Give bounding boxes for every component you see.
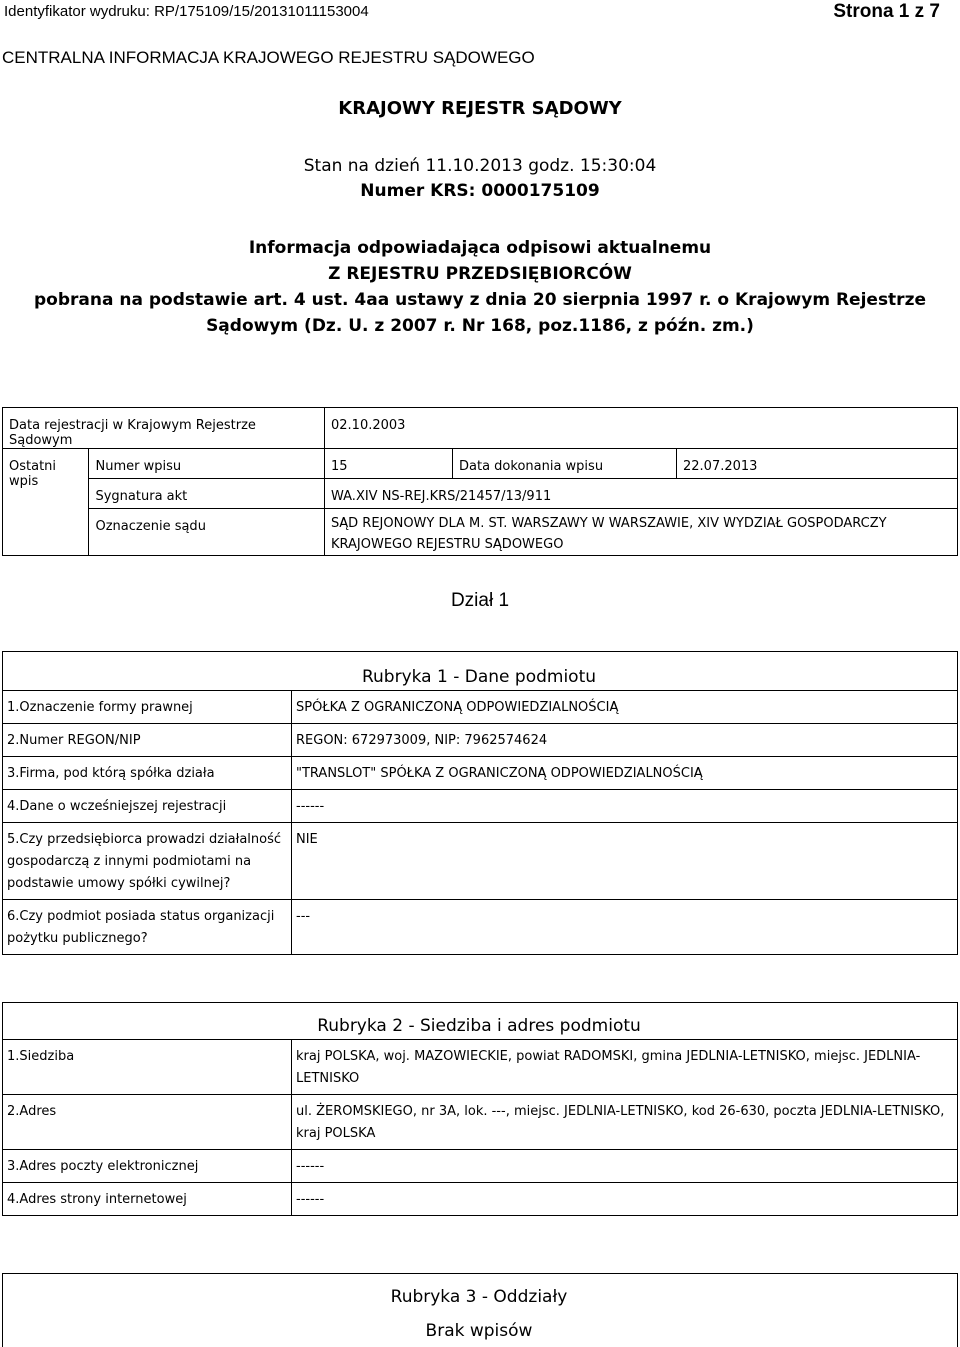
table-row (3, 652, 958, 691)
table-row (3, 408, 958, 449)
row-label: 2.Adres (3, 1095, 292, 1150)
table-row (3, 823, 958, 900)
row-value: --- (292, 900, 958, 955)
signature-value: WA.XIV NS-REJ.KRS/21457/13/911 (325, 479, 958, 509)
table-row (3, 691, 958, 724)
row-label: 4.Dane o wcześniejszej rejestracji (3, 790, 292, 823)
registry-title: KRAJOWY REJESTR SĄDOWY (338, 98, 622, 119)
last-entry-label: Ostatni wpis (3, 449, 89, 556)
registration-table (2, 407, 958, 556)
section-title: Dział 1 (450, 590, 510, 611)
entry-no-label: Numer wpisu (89, 449, 325, 479)
court-label: Oznaczenie sądu (89, 509, 325, 556)
rubryka-3-table (2, 1273, 958, 1347)
row-value: ul. ŻEROMSKIEGO, nr 3A, lok. ---, miejsc. JEDLNIA-LETNISKO, kod 26-630, poczta JEDLNIA-LETNISKO, kraj POLSKA (292, 1095, 958, 1150)
row-value: ------ (292, 1150, 958, 1183)
info-line: Sądowym (Dz. U. z 2007 r. Nr 168, poz.1186, z późn. zm.) (206, 316, 754, 336)
table-row (3, 1003, 958, 1040)
entry-date-label: Data dokonania wpisu (453, 449, 677, 479)
info-block (0, 235, 960, 339)
table-row (3, 1274, 958, 1314)
row-value: REGON: 672973009, NIP: 7962574624 (292, 724, 958, 757)
entry-date-value: 22.07.2013 (677, 449, 958, 479)
rubryka-title: Rubryka 1 - Dane podmiotu (3, 652, 958, 691)
entry-no-value: 15 (325, 449, 453, 479)
row-value: SPÓŁKA Z OGRANICZONĄ ODPOWIEDZIALNOŚCIĄ (292, 691, 958, 724)
row-label: 1.Oznaczenie formy prawnej (3, 691, 292, 724)
table-row (3, 757, 958, 790)
table-row (3, 900, 958, 955)
empty-entries: Brak wpisów (3, 1314, 958, 1347)
row-label: 4.Adres strony internetowej (3, 1183, 292, 1216)
rubryka-1-table (2, 651, 958, 955)
table-row (3, 509, 958, 556)
info-line: Informacja odpowiadająca odpisowi aktualnemu (248, 238, 712, 258)
row-label: 3.Adres poczty elektronicznej (3, 1150, 292, 1183)
rubryka-2-table (2, 1002, 958, 1216)
table-row (3, 1150, 958, 1183)
page-number: Strona 1 z 7 (833, 1, 940, 22)
table-row (3, 1183, 958, 1216)
row-label: 2.Numer REGON/NIP (3, 724, 292, 757)
table-row (3, 1095, 958, 1150)
reg-label: Data rejestracji w Krajowym Rejestrze Sądowym (3, 408, 325, 449)
print-identifier: Identyfikator wydruku: RP/175109/15/20131011153004 (4, 3, 369, 20)
rubryka-title: Rubryka 2 - Siedziba i adres podmiotu (3, 1003, 958, 1040)
signature-label: Sygnatura akt (89, 479, 325, 509)
table-row (3, 1314, 958, 1347)
row-value: NIE (292, 823, 958, 900)
krs-number: Numer KRS: 0000175109 (360, 181, 600, 201)
table-row (3, 724, 958, 757)
row-label: 3.Firma, pod którą spółka działa (3, 757, 292, 790)
row-value: ------ (292, 790, 958, 823)
row-label: 1.Siedziba (3, 1040, 292, 1095)
table-row (3, 790, 958, 823)
row-value: kraj POLSKA, woj. MAZOWIECKIE, powiat RADOMSKI, gmina JEDLNIA-LETNISKO, miejsc. JEDLNIA-LETNISKO (292, 1040, 958, 1095)
court-value: SĄD REJONOWY DLA M. ST. WARSZAWY W WARSZAWIE, XIV WYDZIAŁ GOSPODARCZY KRAJOWEGO REJESTRU SĄDOWEGO (325, 509, 958, 556)
row-value: "TRANSLOT" SPÓŁKA Z OGRANICZONĄ ODPOWIEDZIALNOŚCIĄ (292, 757, 958, 790)
row-label: 6.Czy podmiot posiada status organizacji pożytku publicznego? (3, 900, 292, 955)
table-row (3, 449, 958, 479)
table-row (3, 1040, 958, 1095)
reg-value: 02.10.2003 (325, 408, 958, 449)
info-line: Z REJESTRU PRZEDSIĘBIORCÓW (328, 264, 632, 284)
row-value: ------ (292, 1183, 958, 1216)
row-label: 5.Czy przedsiębiorca prowadzi działalność gospodarczą z innymi podmiotami na podstawie umowy spółki cywilnej? (3, 823, 292, 900)
institution-name: CENTRALNA INFORMACJA KRAJOWEGO REJESTRU SĄDOWEGO (2, 48, 535, 67)
info-line: pobrana na podstawie art. 4 ust. 4aa ustawy z dnia 20 sierpnia 1997 r. o Krajowym Rejestrze (34, 290, 926, 310)
state-date: Stan na dzień 11.10.2013 godz. 15:30:04 (303, 156, 657, 176)
rubryka-title: Rubryka 3 - Oddziały (3, 1274, 958, 1314)
table-row (3, 479, 958, 509)
